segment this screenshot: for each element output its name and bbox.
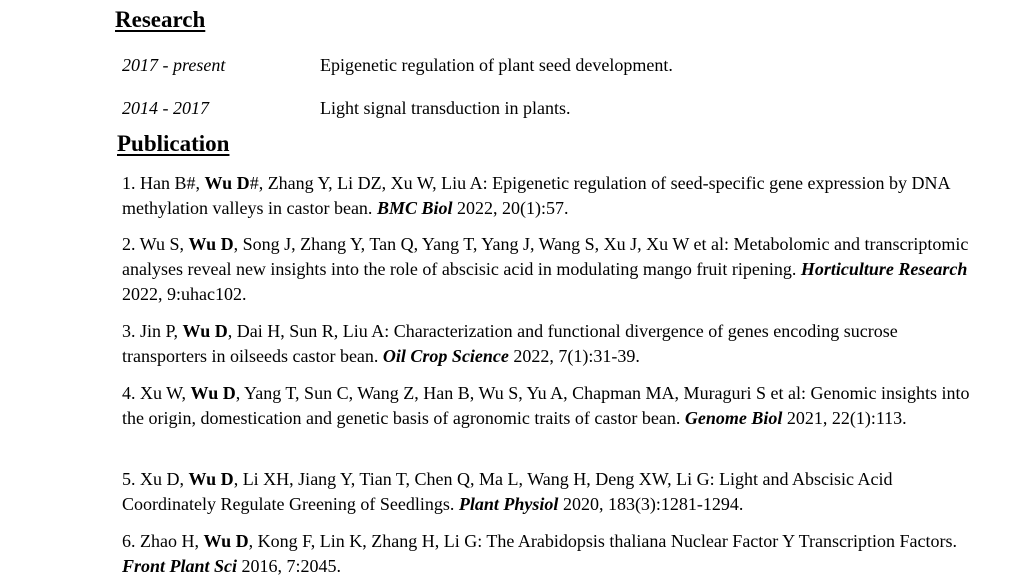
pub-authors-title: , Kong F, Lin K, Zhang H, Li G: The Arabidopsis thaliana Nuclear Factor Y Transcription Factors. (248, 531, 957, 551)
pub-journal: Horticulture Research (800, 259, 968, 279)
pub-journal: Genome Biol (684, 408, 783, 428)
pub-journal: Plant Physiol (458, 494, 559, 514)
publication-entry (122, 529, 984, 579)
pub-prefix: 2. Wu S, (122, 234, 189, 254)
pub-prefix: 4. Xu W, (122, 383, 191, 403)
publication-heading: Publication (117, 131, 230, 156)
highlighted-author: Wu D (188, 234, 234, 254)
pub-prefix: 6. Zhao H, (122, 531, 204, 551)
pub-citation: 2022, 20(1):57. (452, 198, 569, 218)
pub-citation: 2022, 9:uhac102. (122, 284, 247, 304)
highlighted-author: Wu D (203, 531, 249, 551)
pub-citation: 2020, 183(3):1281-1294. (558, 494, 744, 514)
publication-entry (122, 232, 984, 307)
pub-citation: 2021, 22(1):113. (782, 408, 907, 428)
pub-authors-title: , Li XH, Jiang Y, Tian T, Chen Q, Ma L, Wang H, Deng XW, Li G: Light and Abscisic Acid Coordinately Regulate Greening of Seedlings. (122, 469, 893, 514)
research-topic: Epigenetic regulation of plant seed development. (320, 55, 673, 75)
pub-authors-title: #, Zhang Y, Li DZ, Xu W, Liu A: Epigenetic regulation of seed-specific gene expression by DNA methylation valleys in castor bean. (122, 173, 950, 218)
pub-prefix: 3. Jin P, (122, 321, 183, 341)
pub-journal: Front Plant Sci (122, 556, 238, 576)
research-topic: Light signal transduction in plants. (320, 98, 571, 118)
publication-entry (122, 467, 984, 517)
research-period: 2017 - present (122, 55, 226, 75)
pub-authors-title: , Song J, Zhang Y, Tan Q, Yang T, Yang J, Wang S, Xu J, Xu W et al: Metabolomic and transcriptomic analyses reveal new insights into the role of abscisic acid in modulating mango fruit ripening. (122, 234, 969, 279)
research-heading: Research (115, 7, 206, 32)
research-period: 2014 - 2017 (122, 98, 209, 118)
pub-prefix: 5. Xu D, (122, 469, 189, 489)
pub-authors-title: , Dai H, Sun R, Liu A: Characterization and functional divergence of genes encoding sucrose transporters in oilseeds castor bean. (122, 321, 898, 366)
publication-entry (122, 319, 984, 369)
pub-authors-title: , Yang T, Sun C, Wang Z, Han B, Wu S, Yu A, Chapman MA, Muraguri S et al: Genomic insights into the origin, domestication and genetic basis of agronomic traits of castor bean. (122, 383, 970, 428)
highlighted-author: Wu D (188, 469, 234, 489)
publication-entry (122, 171, 984, 221)
pub-prefix: 1. Han B#, (122, 173, 205, 193)
highlighted-author: Wu D (204, 173, 250, 193)
highlighted-author: Wu D (182, 321, 228, 341)
pub-journal: Oil Crop Science (382, 346, 509, 366)
publication-entry (122, 381, 984, 431)
highlighted-author: Wu D (190, 383, 236, 403)
pub-citation: 2016, 7:2045. (237, 556, 342, 576)
pub-citation: 2022, 7(1):31-39. (508, 346, 640, 366)
pub-journal: BMC Biol (376, 198, 453, 218)
